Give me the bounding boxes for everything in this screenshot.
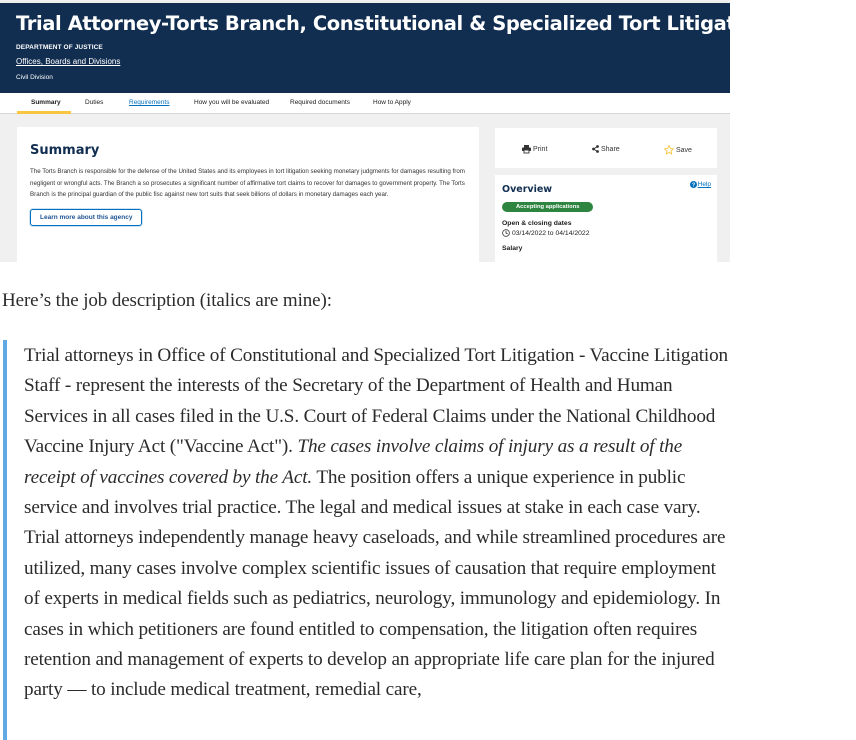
tab-required-documents[interactable]: Required documents <box>290 99 350 106</box>
job-description-quote <box>0 335 730 740</box>
save-button[interactable] <box>664 145 692 155</box>
help-label: Help <box>697 181 711 188</box>
share-label: Share <box>601 145 620 153</box>
tab-duties[interactable]: Duties <box>85 99 104 106</box>
overview-card <box>495 175 717 270</box>
overview-heading: Overview <box>502 184 553 195</box>
dates-label: Open & closing dates <box>502 220 572 227</box>
svg-text:?: ? <box>691 182 695 189</box>
summary-card <box>17 127 479 267</box>
job-listing-screenshot <box>0 0 856 262</box>
quote-part-2: The position offers a unique experience in public service and involves trial practice. The legal and medical issues at stake in each case vary. Trial attorneys independently manage heavy caseloads, and while streamlined procedures are utilized, many cases involve complex scientific issues of causation that require employment of experts in medical fields such as pediatrics, neurology, immunology and epidemiology. In cases in which petitioners are found entitled to compensation, the litigation often requires retention and management of experts to develop an appropriate life care plan for the injured party — to include medical treatment, remedial care, <box>24 466 726 701</box>
share-button[interactable] <box>592 145 620 153</box>
clock-icon <box>502 229 510 237</box>
salary-label: Salary <box>502 245 523 252</box>
dates-value: 03/14/2022 to 04/14/2022 <box>512 229 590 237</box>
save-label: Save <box>676 146 692 154</box>
active-tab-indicator <box>17 111 71 114</box>
print-button[interactable] <box>522 145 547 153</box>
help-link[interactable] <box>690 181 711 188</box>
status-badge: Accepting applications <box>502 202 593 212</box>
job-title: Trial Attorney-Torts Branch, Constitutional & Specialized Tort Litigation/Vaccine <box>16 12 856 35</box>
quote-text <box>24 341 728 706</box>
learn-more-button[interactable]: Learn more about this agency <box>30 209 142 226</box>
quote-italic: The cases involve claims of injury as a result of the receipt of vaccines covered by the Act. <box>24 436 683 488</box>
printer-icon <box>522 145 531 153</box>
summary-heading: Summary <box>30 143 100 158</box>
tab-summary[interactable]: Summary <box>31 99 61 106</box>
share-icon <box>592 145 599 153</box>
article-intro: Here’s the job description (italics are mine): <box>2 290 332 311</box>
division-label: Civil Division <box>16 74 53 81</box>
print-label: Print <box>533 145 548 153</box>
star-icon <box>664 145 674 155</box>
help-icon <box>690 181 697 188</box>
summary-text: The Torts Branch is responsible for the defense of the United States and its employees in tort litigation seeking monetary judgments for damages resulting from negligent or wrongful acts. The Branch a so prosecutes a significant number of affirmative tort claims to recover for damages to government property. The Torts Branch is the principal guardian of the public fisc against new tort suits that seek billions of dollars in monetary damages each year. <box>30 168 465 198</box>
dates-row <box>502 229 710 237</box>
quote-part-1: Trial attorneys in Office of Constitutional and Specialized Tort Litigation - Vaccine Litigation Staff - represent the interests of the Secretary of the Department of Health and Human Services in all cases filed in the U.S. Court of Federal Claims under the National Childhood Vaccine Injury Act ("Vaccine Act"). <box>24 345 728 458</box>
tab-requirements[interactable]: Requirements <box>129 99 170 106</box>
section-tabs <box>0 93 730 114</box>
office-link[interactable]: Offices, Boards and Divisions <box>16 57 121 66</box>
tab-how-evaluated[interactable]: How you will be evaluated <box>194 99 270 106</box>
quote-border <box>3 340 7 740</box>
actions-card <box>495 128 717 168</box>
department-label: DEPARTMENT OF JUSTICE <box>16 44 103 51</box>
tab-how-to-apply[interactable]: How to Apply <box>373 99 411 106</box>
job-header <box>0 3 856 93</box>
